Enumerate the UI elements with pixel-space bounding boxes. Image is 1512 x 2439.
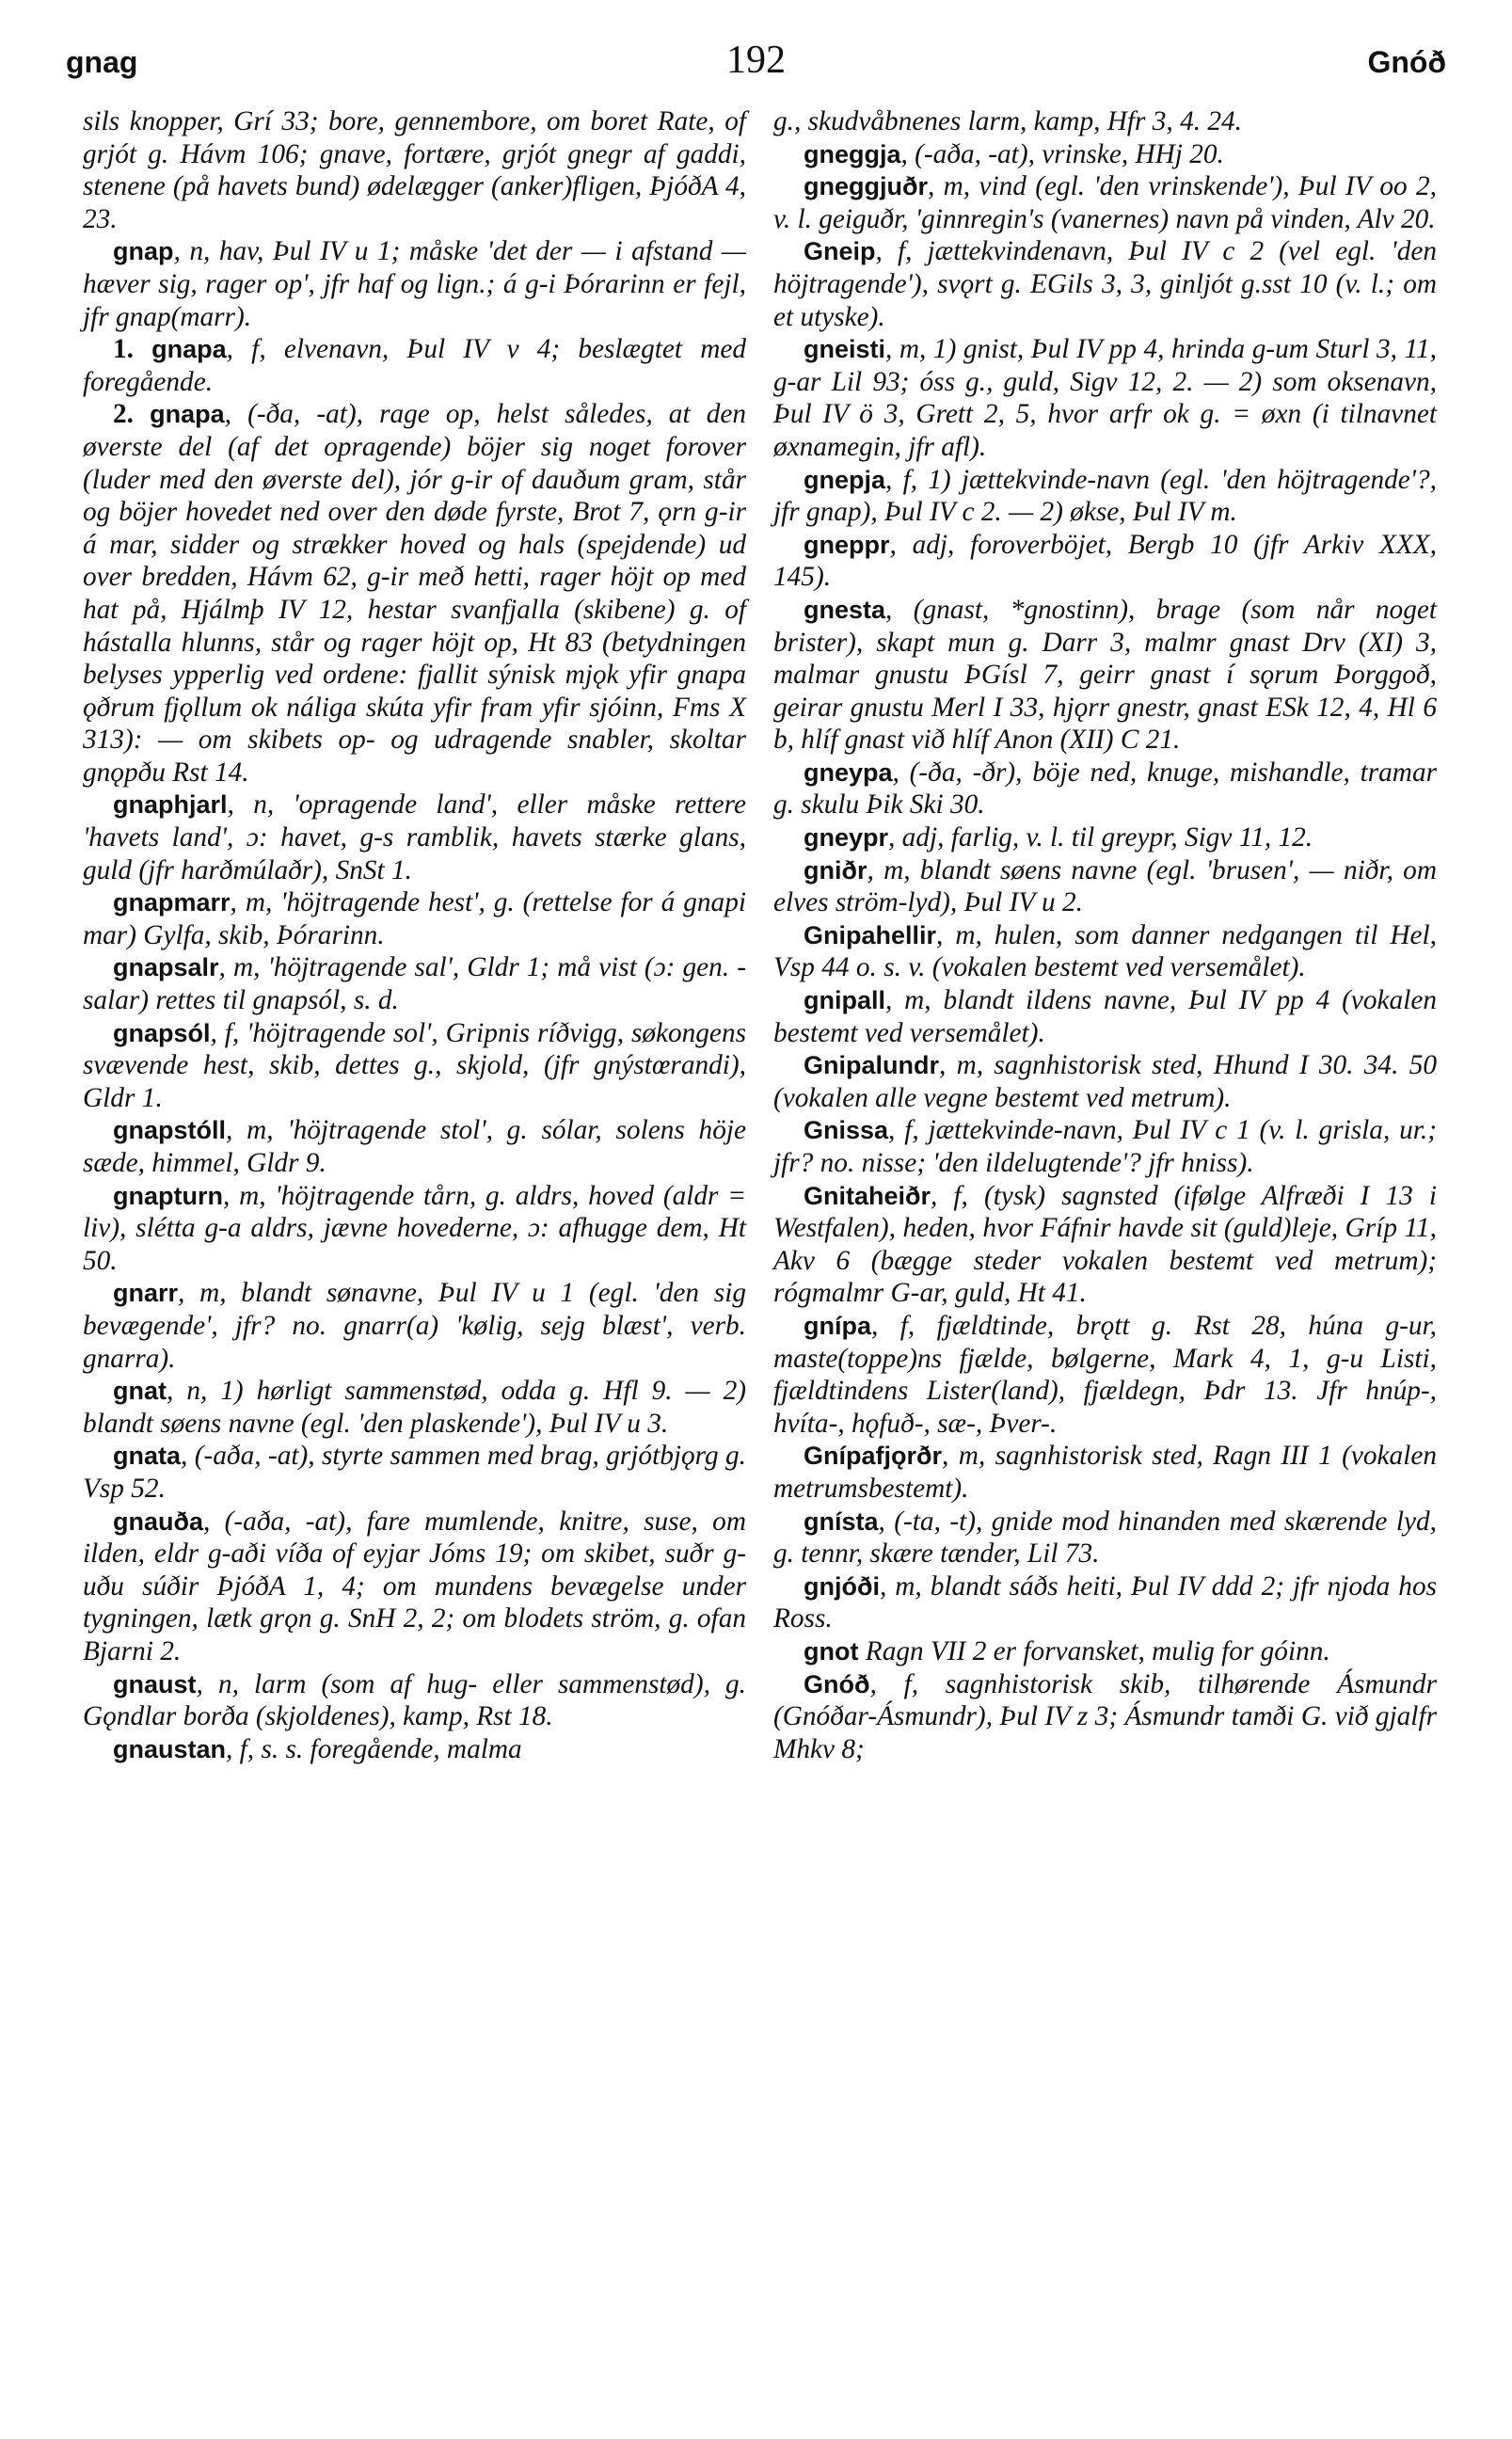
dictionary-entry bbox=[83, 1668, 746, 1733]
entry-text: , n, 1) hørligt sammenstød, odda g. Hfl 9. — 2) blandt søens navne (egl. 'den plaskende'), Þul IV u 3. bbox=[83, 1376, 746, 1439]
entry-headword: gnapa bbox=[150, 400, 225, 429]
header-right-guideword: Gnóð bbox=[1367, 45, 1446, 79]
entry-text: g., skudvåbnenes larm, kamp, Hfr 3, 4. 24. bbox=[773, 106, 1242, 136]
dictionary-entry bbox=[83, 886, 746, 951]
dictionary-entry bbox=[773, 464, 1437, 529]
entry-text: , (gnast, *gnostinn), brage (som når noget brister), skapt mun g. Darr 3, malmr gnast Drv (XI) 3, malmar gnustu ÞGísl 7, geirr gnast í sǫrum Þorggoð, geirar gnustu Merl I 33, hjǫrr gnestr, gnast ESk 12, 4, Hl 6 b, hlíf gnast við hlíf Anon (XII) C 21. bbox=[773, 594, 1437, 756]
entry-headword: gnapsól bbox=[113, 1018, 211, 1047]
entry-text: , n, 'opragende land', eller måske rettere 'havets land', ɔ: havet, g-s ramblik, havets stærke glans, guld (jfr harðmúlaðr), SnSt 1. bbox=[83, 789, 746, 885]
dictionary-entry bbox=[773, 138, 1437, 171]
entry-text: , (-aða, -at), fare mumlende, knitre, suse, om ilden, eldr g-aði víða of eyjar Jóms 19; om skibet, suðr g-uðu súðir ÞjóðA 1, 4; om mundens bevægelse under tygningen, lætk grǫn g. SnH 2, 2; om blodets ström, g. ofan Bjarni 2. bbox=[83, 1506, 746, 1666]
entry-headword: gnapa bbox=[151, 335, 227, 364]
entry-text: , f, jættekvinde-navn, Þul IV c 1 (v. l. grisla, ur.; jfr? no. nisse; 'den ildelugtende'? jfr hniss). bbox=[773, 1115, 1437, 1178]
entry-text: , f, jættekvindenavn, Þul IV c 2 (vel egl. 'den höjtragende'), svǫrt g. EGils 3, 3, ginljót g.sst 10 (v. l.; om et utyske). bbox=[773, 236, 1437, 332]
entry-headword: gnípa bbox=[804, 1311, 871, 1340]
entry-text: , f, s. s. foregående, malma bbox=[226, 1733, 522, 1764]
dictionary-entry bbox=[773, 1570, 1437, 1635]
dictionary-entry bbox=[773, 757, 1437, 821]
entry-text: , m, vind (egl. 'den vrinskende'), Þul IV oo 2, v. l. geiguðr, 'ginnregin's (vanernes) navn på vinden, Alv 20. bbox=[773, 171, 1437, 234]
page-header bbox=[66, 36, 1446, 92]
entry-headword: gnap bbox=[113, 237, 174, 266]
dictionary-entry bbox=[83, 1277, 746, 1375]
dictionary-entry bbox=[773, 1668, 1437, 1766]
entry-headword: Gnissa bbox=[804, 1116, 889, 1145]
dictionary-entry bbox=[773, 235, 1437, 333]
entry-headword: gneggjuðr bbox=[804, 172, 928, 201]
entry-text: , m, 'höjtragende tårn, g. aldrs, hoved (aldr = liv), slétta g-a aldrs, jævne hovederne, ɔ: afhugge dem, Ht 50. bbox=[83, 1180, 746, 1276]
dictionary-entry bbox=[83, 1017, 746, 1115]
entry-text: , m, 'höjtragende sal', Gldr 1; må vist (ɔ: gen. -salar) rettes til gnapsól, s. d. bbox=[83, 952, 746, 1016]
entry-text: , m, blandt ildens navne, Þul IV pp 4 (vokalen bestemt ved versemålet). bbox=[773, 985, 1437, 1048]
dictionary-entry bbox=[83, 1180, 746, 1278]
dictionary-entry bbox=[773, 1440, 1437, 1505]
dictionary-entry bbox=[773, 1049, 1437, 1114]
entry-headword: gnaustan bbox=[113, 1734, 227, 1763]
entry-text: , f, sagnhistorisk skib, tilhørende Ásmundr (Gnóðar-Ásmundr), Þul IV z 3; Ásmundr tamði G. við gjalfr Mhkv 8; bbox=[773, 1668, 1437, 1764]
entry-headword: gneypr bbox=[804, 823, 889, 853]
entry-headword: Gneip bbox=[804, 237, 876, 266]
entry-headword: gnat bbox=[113, 1377, 167, 1406]
entry-headword: Gnipalundr bbox=[804, 1051, 939, 1080]
entry-headword: gneppr bbox=[804, 530, 890, 559]
entry-headword: gniðr bbox=[804, 855, 867, 885]
dictionary-entry bbox=[773, 333, 1437, 463]
entry-headword: gneisti bbox=[804, 335, 886, 364]
dictionary-entry bbox=[773, 594, 1437, 757]
entry-text: , m, hulen, som danner nedgangen til Hel, Vsp 44 o. s. v. (vokalen bestemt ved versemålet). bbox=[773, 919, 1437, 983]
entry-headword: Gnóð bbox=[804, 1669, 870, 1698]
right-column bbox=[773, 105, 1437, 1765]
entry-text: , m, blandt sáðs heiti, Þul IV ddd 2; jfr njoda hos Ross. bbox=[773, 1570, 1437, 1634]
dictionary-entry bbox=[773, 1635, 1437, 1668]
entry-text: , m, 'höjtragende stol', g. sólar, solens höje sæde, himmel, Gldr 9. bbox=[83, 1115, 746, 1178]
entry-text: , (-aða, -at), styrte sammen med brag, grjótbjǫrg g. Vsp 52. bbox=[83, 1441, 746, 1504]
entry-text: , n, larm (som af hug- eller sammenstød), g. Gǫndlar borða (skjoldenes), kamp, Rst 18. bbox=[83, 1668, 746, 1732]
dictionary-entry bbox=[773, 821, 1437, 854]
dictionary-entry bbox=[83, 333, 746, 398]
dictionary-entry bbox=[773, 170, 1437, 235]
entry-headword: gnarr bbox=[113, 1279, 179, 1308]
entry-headword: gnísta bbox=[804, 1506, 879, 1536]
entry-text: , n, hav, Þul IV u 1; måske 'det der — i afstand — hæver sig, rager op', jfr haf og lign.; á g-i Þórarinn er fejl, jfr gnap(marr). bbox=[83, 236, 746, 332]
entry-text: , f, elvenavn, Þul IV v 4; beslægtet med foregående. bbox=[83, 334, 746, 397]
dictionary-entry bbox=[773, 529, 1437, 594]
dictionary-entry bbox=[83, 398, 746, 789]
dictionary-entry bbox=[773, 105, 1437, 138]
entry-headword: Gnípafjǫrðr bbox=[804, 1442, 942, 1471]
dictionary-entry bbox=[83, 1114, 746, 1179]
entry-headword: gnapsalr bbox=[113, 953, 219, 982]
dictionary-entry bbox=[83, 105, 746, 235]
entry-text: , adj, foroverböjet, Bergb 10 (jfr Arkiv XXX, 145). bbox=[773, 529, 1437, 593]
entry-headword: gneypa bbox=[804, 757, 893, 787]
entry-headword: gnapmarr bbox=[113, 888, 231, 917]
entry-headword: Gnitaheiðr bbox=[804, 1181, 931, 1210]
entry-headword: gnipall bbox=[804, 986, 885, 1015]
entry-text: , m, blandt søens navne (egl. 'brusen', — niðr, om elves ström-lyd), Þul IV u 2. bbox=[773, 854, 1437, 918]
entry-text: , (-ða, -at), rage op, helst således, at den øverste del (af det opragende) böjer sig noget forover (luder med den øverste del), jór g-ir of dauðum gram, står og böjer hovedet ned over den døde fyrste, Brot 7, ǫrn g-ir á mar, sidder og strækker hoved og hals (spejdende) ud over bredden, Hávm 62, g-ir með hetti, rager höjt op med hat på, Hjálmþ IV 12, hestar svanfjalla (skibene) g. of hástalla hlunns, står og rager höjt op, Ht 83 (betydningen belyses ypperlig ved ordene: fjallit sýnisk mjǫk yfir gnapa ǫðrum fjǫllum ok náliga skúta yfir fram yfir sjóinn, Fms X 313): — om skibets op- og udragende snabler, skoltar gnǫpðu Rst 14. bbox=[83, 399, 747, 788]
entry-text: , m, 'höjtragende hest', g. (rettelse for á gnapi mar) Gylfa, skib, Þórarinn. bbox=[83, 887, 746, 950]
header-left-guideword: gnag bbox=[66, 45, 138, 79]
page-number: 192 bbox=[726, 39, 786, 82]
entry-text: sils knopper, Grí 33; bore, gennembore, om boret Rate, of grjót g. Hávm 106; gnave, fortære, grjót gnegr af gaddi, stenene (på havets bund) ødelægger (anker)fligen, ÞjóðA 4, 23. bbox=[83, 106, 746, 234]
dictionary-entry bbox=[83, 1733, 746, 1766]
dictionary-entry bbox=[773, 1114, 1437, 1179]
entry-text: , m, blandt sønavne, Þul IV u 1 (egl. 'den sig bevægende', jfr? no. gnarr(a) 'kølig, sejg blæst', verb. gnarra). bbox=[83, 1278, 746, 1374]
entry-headword: gnata bbox=[113, 1442, 182, 1471]
entry-text: , f, (tysk) sagnsted (ifølge Alfræði I 13 i Westfalen), heden, hvor Fáfnir havde sit (guld)leje, Gríp 11, Akv 6 (bægge steder vokalen bestemt ved metrum); rógmalmr G-ar, guld, Ht 41. bbox=[773, 1180, 1437, 1309]
dictionary-entry bbox=[83, 1440, 746, 1505]
entry-headword: gnepja bbox=[804, 465, 886, 494]
dictionary-entry bbox=[773, 984, 1437, 1049]
entry-text: , adj, farlig, v. l. til greypr, Sigv 11, 12. bbox=[888, 822, 1313, 853]
entry-text: , f, fjældtinde, brǫtt g. Rst 28, húna g-ur, maste(toppe)ns fjælde, bølgerne, Mark 4, 1, g-u Listi, fjældtindens Lister(land), fjældegn, Þdr 13. Jfr hnúp-, hvíta-, hǫfuð-, sæ-, Þver-. bbox=[773, 1310, 1437, 1439]
dictionary-entry bbox=[83, 951, 746, 1016]
dictionary-entry bbox=[773, 1506, 1437, 1570]
dictionary-entry bbox=[773, 1180, 1437, 1310]
entry-headword: Gnipahellir bbox=[804, 920, 937, 949]
dictionary-entry bbox=[83, 789, 746, 886]
entry-headword: gnesta bbox=[804, 595, 886, 624]
entry-text: , m, sagnhistorisk sted, Hhund I 30. 34. 50 (vokalen alle vegne bestemt ved metrum). bbox=[773, 1050, 1437, 1113]
entry-text: Ragn VII 2 er forvansket, mulig for góinn. bbox=[858, 1635, 1330, 1666]
entry-headword: gnot bbox=[804, 1636, 859, 1666]
entry-headword: gnapturn bbox=[113, 1181, 223, 1210]
dictionary-entry bbox=[83, 1506, 746, 1668]
entry-text: , m, sagnhistorisk sted, Ragn III 1 (vokalen metrumsbestemt). bbox=[773, 1441, 1437, 1504]
left-column bbox=[83, 105, 746, 1765]
dictionary-entry bbox=[773, 919, 1437, 984]
dictionary-entry bbox=[83, 1375, 746, 1440]
entry-headword: gnaust bbox=[113, 1669, 197, 1698]
entry-homonym-number: 2. bbox=[113, 399, 151, 430]
entry-headword: gneggja bbox=[804, 139, 901, 168]
entry-text: , (-ða, -ðr), böje ned, knuge, mishandle, tramar g. skulu Þik Ski 30. bbox=[773, 757, 1437, 821]
entry-headword: gnaphjarl bbox=[113, 790, 228, 820]
entry-headword: gnjóði bbox=[804, 1571, 880, 1601]
entry-text: , (-aða, -at), vrinske, HHj 20. bbox=[900, 138, 1224, 169]
dictionary-entry bbox=[83, 235, 746, 333]
entry-homonym-number: 1. bbox=[113, 334, 152, 365]
dictionary-entry bbox=[773, 854, 1437, 919]
entry-text: , (-ta, -t), gnide mod hinanden med skærende lyd, g. tennr, skære tænder, Lil 73. bbox=[773, 1506, 1437, 1570]
entry-text: , f, 'höjtragende sol', Gripnis ríðvigg, søkongens svævende hest, skib, dettes g., skjold, (jfr gnýstœrandi), Gldr 1. bbox=[83, 1017, 746, 1113]
dictionary-entry bbox=[773, 1310, 1437, 1440]
entry-headword: gnauða bbox=[113, 1506, 204, 1536]
entry-headword: gnapstóll bbox=[113, 1116, 226, 1145]
entry-text: , m, 1) gnist, Þul IV pp 4, hrinda g-um Sturl 3, 11, g-ar Lil 93; óss g., guld, Sigv 12, 2. — 2) som oksenavn, Þul IV ö 3, Grett 2, 5, hvor arfr ok g. = øxn (i tilnavnet øxnamegin, jfr afl). bbox=[773, 334, 1437, 462]
entry-text: , f, 1) jættekvinde-navn (egl. 'den höjtragende'?, jfr gnap), Þul IV c 2. — 2) økse, Þul IV m. bbox=[773, 464, 1437, 528]
